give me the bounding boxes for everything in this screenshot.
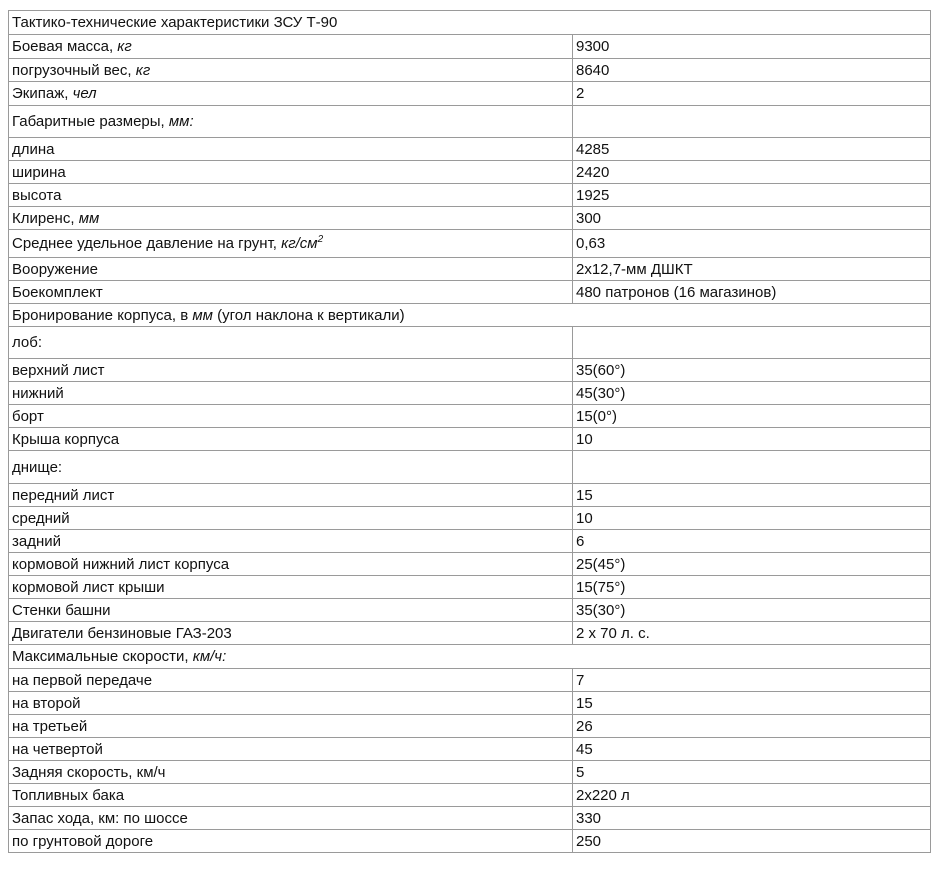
row-max-speeds <box>9 645 931 669</box>
row-first-gear <box>9 669 931 692</box>
label-text: Среднее удельное давление на грунт, <box>12 235 282 252</box>
label-text: на первой передаче <box>12 671 153 689</box>
row-third-gear <box>9 715 931 738</box>
label-text: Габаритные размеры, <box>12 113 169 130</box>
row-combat-mass <box>9 35 931 59</box>
label-text: Боекомплект <box>12 283 103 301</box>
label-combat-mass <box>9 35 573 59</box>
value-armament: 2х12,7-мм ДШКТ <box>573 258 931 281</box>
label-text: высота <box>12 186 62 204</box>
label-text: Задняя скорость, км/ч <box>12 763 166 781</box>
row-fuel-tanks <box>9 784 931 807</box>
row-crew <box>9 82 931 106</box>
label-text: Экипаж, <box>12 85 73 102</box>
label-first-gear <box>9 669 573 692</box>
row-range-highway <box>9 807 931 830</box>
specs-table <box>8 10 931 853</box>
value-reverse-speed: 5 <box>573 761 931 784</box>
value-range-highway: 330 <box>573 807 931 830</box>
row-reverse-speed <box>9 761 931 784</box>
value-hull-roof: 10 <box>573 428 931 451</box>
label-width <box>9 161 573 184</box>
label-middle <box>9 507 573 530</box>
label-text: ширина <box>12 163 66 181</box>
unit-text: мм <box>78 209 100 227</box>
value-ammo: 480 патронов (16 магазинов) <box>573 281 931 304</box>
label-text: Запас хода, км: по шоссе <box>12 809 188 827</box>
label-text: Крыша корпуса <box>12 430 120 448</box>
row-engines <box>9 622 931 645</box>
label-text: Стенки башни <box>12 601 111 619</box>
label-text: погрузочный вес, <box>12 61 136 79</box>
unit-text: кг/см <box>281 235 318 252</box>
label-text: верхний лист <box>12 361 105 379</box>
row-length <box>9 138 931 161</box>
value-fourth-gear: 45 <box>573 738 931 761</box>
label-suffix: (угол наклона к вертикали) <box>212 306 405 324</box>
label-text: Топливных бака <box>12 786 125 804</box>
row-armor-header <box>9 304 931 327</box>
value-front-plate: 15 <box>573 484 931 507</box>
label-clearance <box>9 207 573 230</box>
row-side <box>9 405 931 428</box>
label-rear-lower-plate <box>9 553 573 576</box>
table-title: Тактико-технические характеристики ЗСУ Т-90 <box>9 11 931 35</box>
value-width: 2420 <box>573 161 931 184</box>
value-combat-mass: 9300 <box>573 35 931 59</box>
label-text: на четвертой <box>12 740 103 758</box>
row-rear-roof-plate <box>9 576 931 599</box>
value-loading-weight: 8640 <box>573 59 931 82</box>
row-rear-lower-plate <box>9 553 931 576</box>
label-text: борт <box>12 407 44 425</box>
value-range-dirt: 250 <box>573 830 931 853</box>
row-second-gear <box>9 692 931 715</box>
row-width <box>9 161 931 184</box>
label-ammo <box>9 281 573 304</box>
row-armament <box>9 258 931 281</box>
label-fuel-tanks <box>9 784 573 807</box>
value-rear-lower-plate: 25(45°) <box>573 553 931 576</box>
row-front <box>9 327 931 359</box>
row-height <box>9 184 931 207</box>
value-ground-pressure: 0,63 <box>573 230 931 258</box>
label-front-plate <box>9 484 573 507</box>
label-text: Боевая масса, <box>12 38 118 55</box>
value-middle: 10 <box>573 507 931 530</box>
row-range-dirt <box>9 830 931 853</box>
label-rear-roof-plate <box>9 576 573 599</box>
row-loading-weight <box>9 59 931 82</box>
row-fourth-gear <box>9 738 931 761</box>
unit-text: чел <box>72 85 97 102</box>
row-hull-roof <box>9 428 931 451</box>
label-side <box>9 405 573 428</box>
label-length <box>9 138 573 161</box>
value-rear-roof-plate: 15(75°) <box>573 576 931 599</box>
unit-text: кг <box>117 38 132 55</box>
label-text: кормовой лист крыши <box>12 578 165 596</box>
row-clearance <box>9 207 931 230</box>
label-text: днище: <box>12 458 63 476</box>
label-fourth-gear <box>9 738 573 761</box>
row-ammo <box>9 281 931 304</box>
row-middle <box>9 507 931 530</box>
label-range-dirt <box>9 830 573 853</box>
label-armor-header <box>9 304 931 327</box>
row-bottom <box>9 451 931 484</box>
label-hull-roof <box>9 428 573 451</box>
value-front <box>573 327 931 359</box>
row-turret-walls <box>9 599 931 622</box>
label-rear <box>9 530 573 553</box>
label-text: кормовой нижний лист корпуса <box>12 555 230 573</box>
label-text: задний <box>12 532 62 550</box>
label-ground-pressure <box>9 230 573 258</box>
label-text: средний <box>12 509 70 527</box>
label-max-speeds <box>9 645 931 669</box>
label-text: Двигатели бензиновые ГАЗ-203 <box>12 624 232 642</box>
row-front-plate <box>9 484 931 507</box>
value-third-gear: 26 <box>573 715 931 738</box>
label-text: на второй <box>12 694 81 712</box>
value-length: 4285 <box>573 138 931 161</box>
label-text: Бронирование корпуса, в <box>12 306 193 324</box>
value-rear: 6 <box>573 530 931 553</box>
label-turret-walls <box>9 599 573 622</box>
label-text: на третьей <box>12 717 88 735</box>
value-engines: 2 х 70 л. с. <box>573 622 931 645</box>
label-armament <box>9 258 573 281</box>
specs-table-body <box>9 11 931 853</box>
unit-text: кг <box>135 61 151 79</box>
label-text: нижний <box>12 384 64 402</box>
label-crew <box>9 82 573 106</box>
value-fuel-tanks: 2х220 л <box>573 784 931 807</box>
label-text: Клиренс, <box>12 209 79 227</box>
label-height <box>9 184 573 207</box>
label-dimensions <box>9 106 573 138</box>
value-upper-plate: 35(60°) <box>573 359 931 382</box>
value-side: 15(0°) <box>573 405 931 428</box>
label-text: лоб: <box>12 334 43 351</box>
label-third-gear <box>9 715 573 738</box>
title-row <box>9 11 931 35</box>
label-text: передний лист <box>12 486 115 504</box>
unit-text: мм <box>192 306 213 324</box>
row-lower <box>9 382 931 405</box>
value-clearance: 300 <box>573 207 931 230</box>
label-second-gear <box>9 692 573 715</box>
value-dimensions <box>573 106 931 138</box>
unit-superscript: 2 <box>317 234 324 245</box>
label-bottom <box>9 451 573 484</box>
label-text: длина <box>12 140 55 158</box>
unit-text: мм: <box>168 113 194 130</box>
value-crew: 2 <box>573 82 931 106</box>
value-height: 1925 <box>573 184 931 207</box>
row-upper-plate <box>9 359 931 382</box>
value-bottom <box>573 451 931 484</box>
unit-text: км/ч: <box>192 648 227 665</box>
label-text: Вооружение <box>12 260 98 278</box>
value-second-gear: 15 <box>573 692 931 715</box>
row-ground-pressure <box>9 230 931 258</box>
label-reverse-speed <box>9 761 573 784</box>
row-rear <box>9 530 931 553</box>
label-engines <box>9 622 573 645</box>
row-dimensions <box>9 106 931 138</box>
label-text: по грунтовой дороге <box>12 832 154 850</box>
label-loading-weight <box>9 59 573 82</box>
label-lower <box>9 382 573 405</box>
label-range-highway <box>9 807 573 830</box>
value-lower: 45(30°) <box>573 382 931 405</box>
label-front <box>9 327 573 359</box>
value-turret-walls: 35(30°) <box>573 599 931 622</box>
value-first-gear: 7 <box>573 669 931 692</box>
label-text: Максимальные скорости, <box>12 648 193 665</box>
label-upper-plate <box>9 359 573 382</box>
